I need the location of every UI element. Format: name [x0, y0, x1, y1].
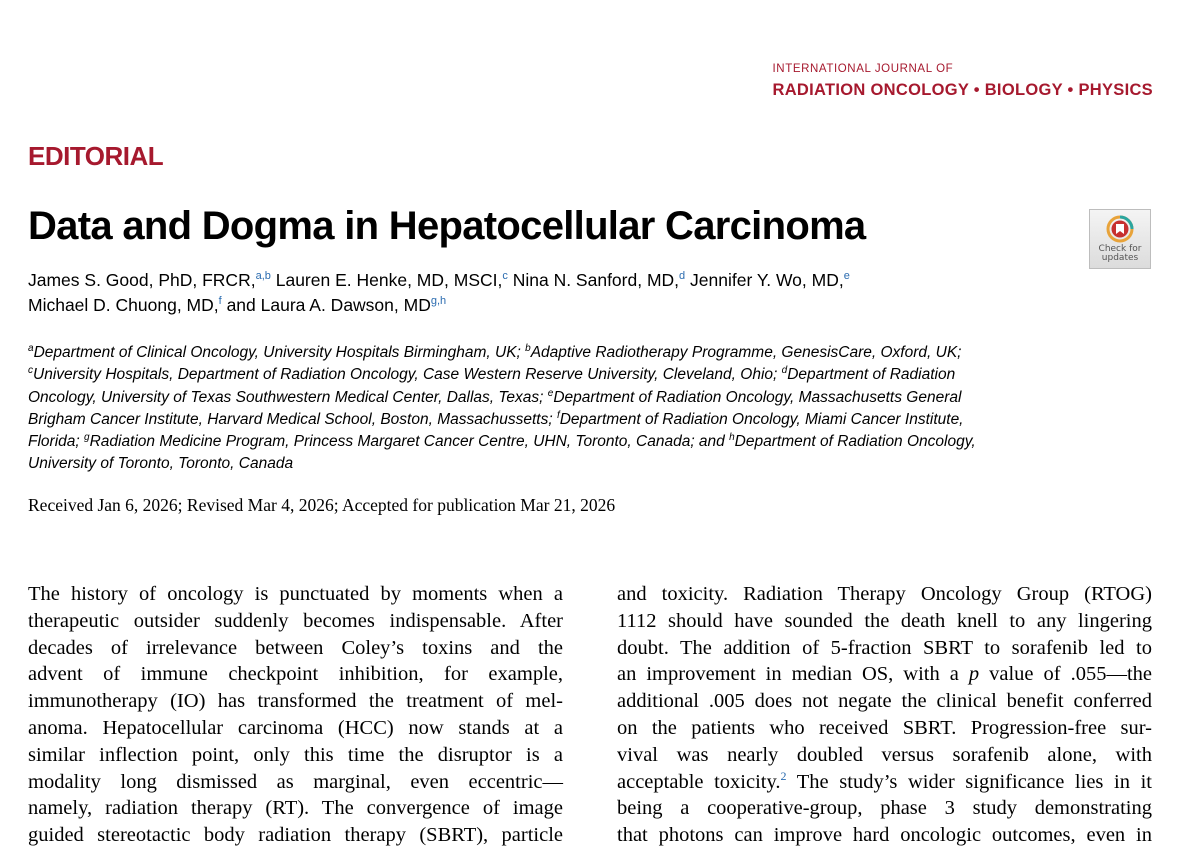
body-line: and toxicity. Radiation Therapy Oncology Group (RTOG) [617, 583, 1152, 605]
author-name: Michael D. Chuong, MD, [28, 295, 219, 315]
body-line: advent of immune checkpoint inhibition, for example, [28, 663, 563, 686]
affil-mark: f [556, 409, 560, 421]
body-column-left [28, 581, 563, 849]
body-line: that photons can improve hard oncologic outcomes, even in [617, 824, 1152, 847]
author-affil-mark[interactable]: c [502, 270, 508, 283]
article-title: Data and Dogma in Hepatocellular Carcinoma [28, 204, 866, 248]
body-line [617, 661, 1152, 688]
body-line: similar inflection point, only this time the disruptor is a [28, 743, 563, 766]
affil-text: Department of Radiation Oncology, University of Toronto, Toronto, Canada [28, 433, 976, 473]
body-line: doubt. The addition of 5-fraction SBRT to sorafenib led to [617, 636, 1152, 659]
author-affil-mark[interactable]: d [679, 270, 686, 283]
body-line: being a cooperative-group, phase 3 study demonstrating [617, 797, 1152, 820]
body-line: namely, radiation therapy (RT). The convergence of image [28, 797, 563, 820]
body-column-right [617, 581, 1152, 849]
author-affil-mark[interactable]: e [843, 270, 850, 283]
body-line: on the patients who received SBRT. Progression-free sur- [617, 716, 1152, 739]
body-text: an improvement in median OS, with a [617, 663, 969, 686]
affil-text: Department of Clinical Oncology, University Hospitals Birmingham, UK; [33, 344, 526, 361]
author-name: Lauren E. Henke, MD, MSCI, [270, 270, 503, 290]
affil-mark: d [781, 365, 788, 377]
check-badge-line2: updates [1101, 253, 1139, 263]
body-text: acceptable toxicity. [617, 770, 781, 793]
check-for-updates-icon [1106, 215, 1134, 243]
body-line: modality long dismissed as marginal, even eccentric— [28, 770, 563, 793]
author-name: Jennifer Y. Wo, MD, [685, 270, 844, 290]
affil-text: Radiation Medicine Program, Princess Margaret Cancer Centre, UHN, Toronto, Canada; and [89, 433, 730, 451]
body-line: anoma. Hepatocellular carcinoma (HCC) now stands at a [28, 716, 563, 739]
check-for-updates-badge[interactable] [1089, 209, 1151, 269]
p-symbol: p [968, 663, 980, 686]
section-label: EDITORIAL [28, 141, 164, 171]
author-list [28, 268, 928, 318]
body-line: immunotherapy (IO) has transformed the treatment of mel- [28, 690, 563, 713]
affil-mark: h [729, 432, 735, 444]
check-badge-line1: Check for [1098, 244, 1142, 254]
affil-mark: b [525, 342, 531, 354]
body-line: therapeutic outsider suddenly becomes indispensable. After [28, 609, 563, 632]
body-line: The history of oncology is punctuated by moments when a [28, 583, 563, 605]
author-affil-mark[interactable]: f [218, 295, 222, 308]
citation-link[interactable]: 2 [780, 768, 787, 783]
article-dates: Received Jan 6, 2026; Revised Mar 4, 2026; Accepted for publication Mar 21, 2026 [28, 495, 616, 515]
body-line [617, 769, 1152, 796]
affil-text: Department of Radiation Oncology, University of Texas Southwestern Medical Center, Dallas, Texas; [28, 366, 956, 406]
body-line: 1112 should have sounded the death knell to any lingering [617, 609, 1152, 632]
affil-text: Department of Radiation Oncology, Miami Cancer Institute, Florida; [28, 410, 964, 451]
affil-mark: a [28, 342, 34, 354]
affil-text: Adaptive Radiotherapy Programme, GenesisCare, Oxford, UK; [530, 344, 962, 361]
body-line: vival was nearly doubled versus sorafenib alone, with [617, 743, 1152, 766]
affil-mark: e [547, 387, 554, 399]
author-name: and Laura A. Dawson, MD [221, 295, 431, 315]
journal-name-main: RADIATION ONCOLOGY • BIOLOGY • PHYSICS [772, 81, 1153, 99]
body-line: additional .005 does not negate the clinical benefit conferred [617, 690, 1152, 713]
affil-mark: g [84, 432, 90, 444]
affil-text: University Hospitals, Department of Radiation Oncology, Case Western Reserve University, Cleveland, Ohio; [33, 366, 782, 384]
body-text: The study’s wider significance lies in it [786, 770, 1152, 793]
author-name: Nina N. Sanford, MD, [507, 270, 680, 290]
affiliations [28, 342, 978, 476]
author-affil-mark[interactable]: g,h [430, 295, 447, 308]
author-affil-mark[interactable]: a,b [255, 270, 271, 283]
author-name: James S. Good, PhD, FRCR, [28, 270, 256, 290]
body-text: value of .055—the [979, 663, 1152, 686]
body-line: guided stereotactic body radiation therapy (SBRT), particle [28, 824, 563, 847]
body-line: decades of irrelevance between Coley’s toxins and the [28, 636, 563, 659]
affil-text: Department of Radiation Oncology, Massachusetts General Brigham Cancer Institute, Harvard Medical School, Boston, Massachussetts; [28, 388, 962, 428]
journal-name-top: INTERNATIONAL JOURNAL OF [772, 63, 954, 75]
journal-masthead [773, 62, 1154, 101]
affil-mark: c [28, 365, 33, 377]
